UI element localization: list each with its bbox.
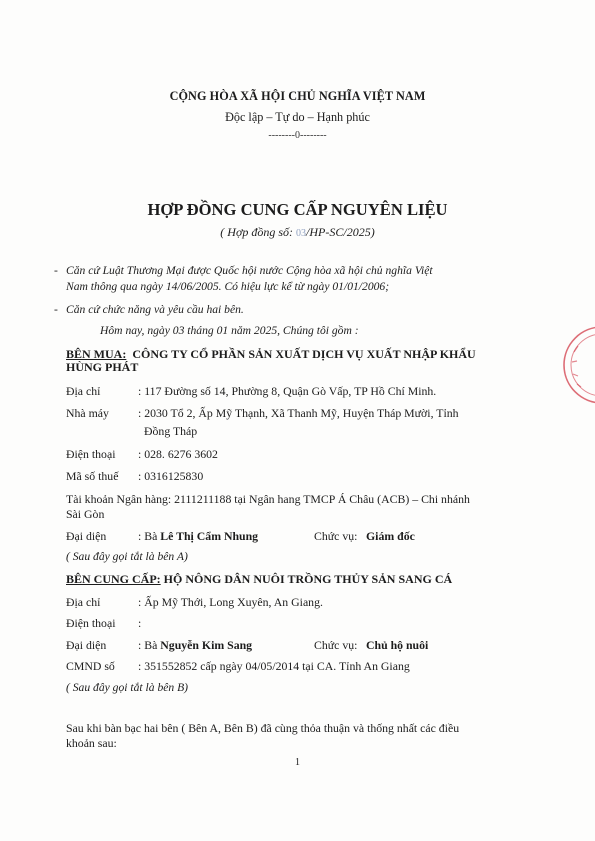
buyer-address-label: Địa chỉ: [66, 384, 101, 398]
buyer-factory: : 2030 Tổ 2, Ấp Mỹ Thạnh, Xã Thanh Mỹ, Huyện Tháp Mười, Tỉnh: [138, 406, 459, 420]
buyer-rep-name: Lê Thị Cẩm Nhung: [160, 529, 259, 543]
seller-id: : 351552852 cấp ngày 04/05/2014 tại CA. Tỉnh An Giang: [138, 659, 410, 673]
company-stamp-icon: [560, 322, 595, 408]
buyer-tax-code: : 0316125830: [138, 469, 204, 483]
seller-phone-label: Điện thoại: [66, 616, 116, 630]
national-motto: Độc lập – Tự do – Hạnh phúc: [225, 110, 370, 124]
basis-item: - Căn cứ chức năng và yêu cầu hai bên.: [54, 303, 244, 316]
seller-role-label: Chức vụ:: [314, 638, 358, 652]
contract-title: HỢP ĐỒNG CUNG CẤP NGUYÊN LIỆU: [147, 200, 448, 219]
seller-id-label: CMND số: [66, 659, 115, 673]
closing-line: Sau khi bàn bạc hai bên ( Bên A, Bên B) đã cùng thỏa thuận và thống nhất các điều: [66, 721, 460, 735]
nation-heading: CỘNG HÒA XÃ HỘI CHỦ NGHĨA VIỆT NAM: [169, 89, 426, 103]
seller-address: : Ấp Mỹ Thới, Long Xuyên, An Giang.: [138, 595, 323, 609]
seller-address-label: Địa chỉ: [66, 595, 101, 609]
contract-number-prefix: ( Hợp đồng số:: [220, 225, 297, 239]
buyer-phone-label: Điện thoại: [66, 447, 116, 461]
buyer-name-cont: HÙNG PHÁT: [66, 360, 139, 374]
buyer-address: : 117 Đường số 14, Phường 8, Quận Gò Vấp, TP Hồ Chí Minh.: [138, 384, 437, 398]
page-number: 1: [295, 757, 300, 768]
basis-item: - Căn cứ Luật Thương Mại được Quốc hội nước Cộng hòa xã hội chủ nghĩa Việt: [54, 264, 433, 277]
contract-number: [0, 225, 595, 240]
basis-item-cont: Nam thông qua ngày 14/06/2005. Có hiệu lực kể từ ngày 01/01/2006;: [66, 280, 390, 293]
buyer-rep-label: Đại diện: [66, 529, 107, 543]
buyer-bank-account: Tài khoản Ngân hàng: 2111211188 tại Ngân hang TMCP Á Châu (ACB) – Chi nhánh: [66, 492, 470, 506]
buyer-factory-label: Nhà máy: [66, 406, 109, 420]
header-divider: --------0--------: [268, 130, 327, 141]
buyer-rep: : Bà Lê Thị Cẩm Nhung: [138, 529, 259, 543]
intro-line: Hôm nay, ngày 03 tháng 01 năm 2025, Chúng tôi gồm :: [100, 324, 359, 337]
seller-rep: : Bà Nguyễn Kim Sang: [138, 638, 253, 652]
buyer-role: Giám đốc: [366, 529, 415, 543]
seller-rep-label: Đại diện: [66, 638, 107, 652]
seller-rep-name: Nguyễn Kim Sang: [160, 638, 253, 652]
seller-heading: BÊN CUNG CẤP: HỘ NÔNG DÂN NUÔI TRỒNG THỦY SẢN SANG CÁ: [66, 572, 453, 586]
closing-line-cont: khoản sau:: [66, 736, 117, 750]
buyer-factory-cont: Đồng Tháp: [144, 424, 198, 438]
contract-number-suffix: /HP-SC/2025): [306, 225, 375, 239]
buyer-bank-branch: Sài Gòn: [66, 507, 105, 521]
seller-role: Chủ hộ nuôi: [366, 638, 429, 652]
seller-alias-note: ( Sau đây gọi tắt là bên B): [66, 681, 189, 694]
seller-phone: :: [138, 616, 142, 630]
buyer-alias-note: ( Sau đây gọi tắt là bên A): [66, 550, 188, 563]
buyer-role-label: Chức vụ:: [314, 529, 358, 543]
contract-number-fill: 03: [296, 228, 307, 239]
buyer-heading: BÊN MUA: CÔNG TY CỔ PHẦN SẢN XUẤT DỊCH VỤ XUẤT NHẬP KHẨU: [66, 347, 476, 361]
buyer-phone: : 028. 6276 3602: [138, 447, 218, 461]
buyer-tax-label: Mã số thuế: [66, 469, 119, 483]
